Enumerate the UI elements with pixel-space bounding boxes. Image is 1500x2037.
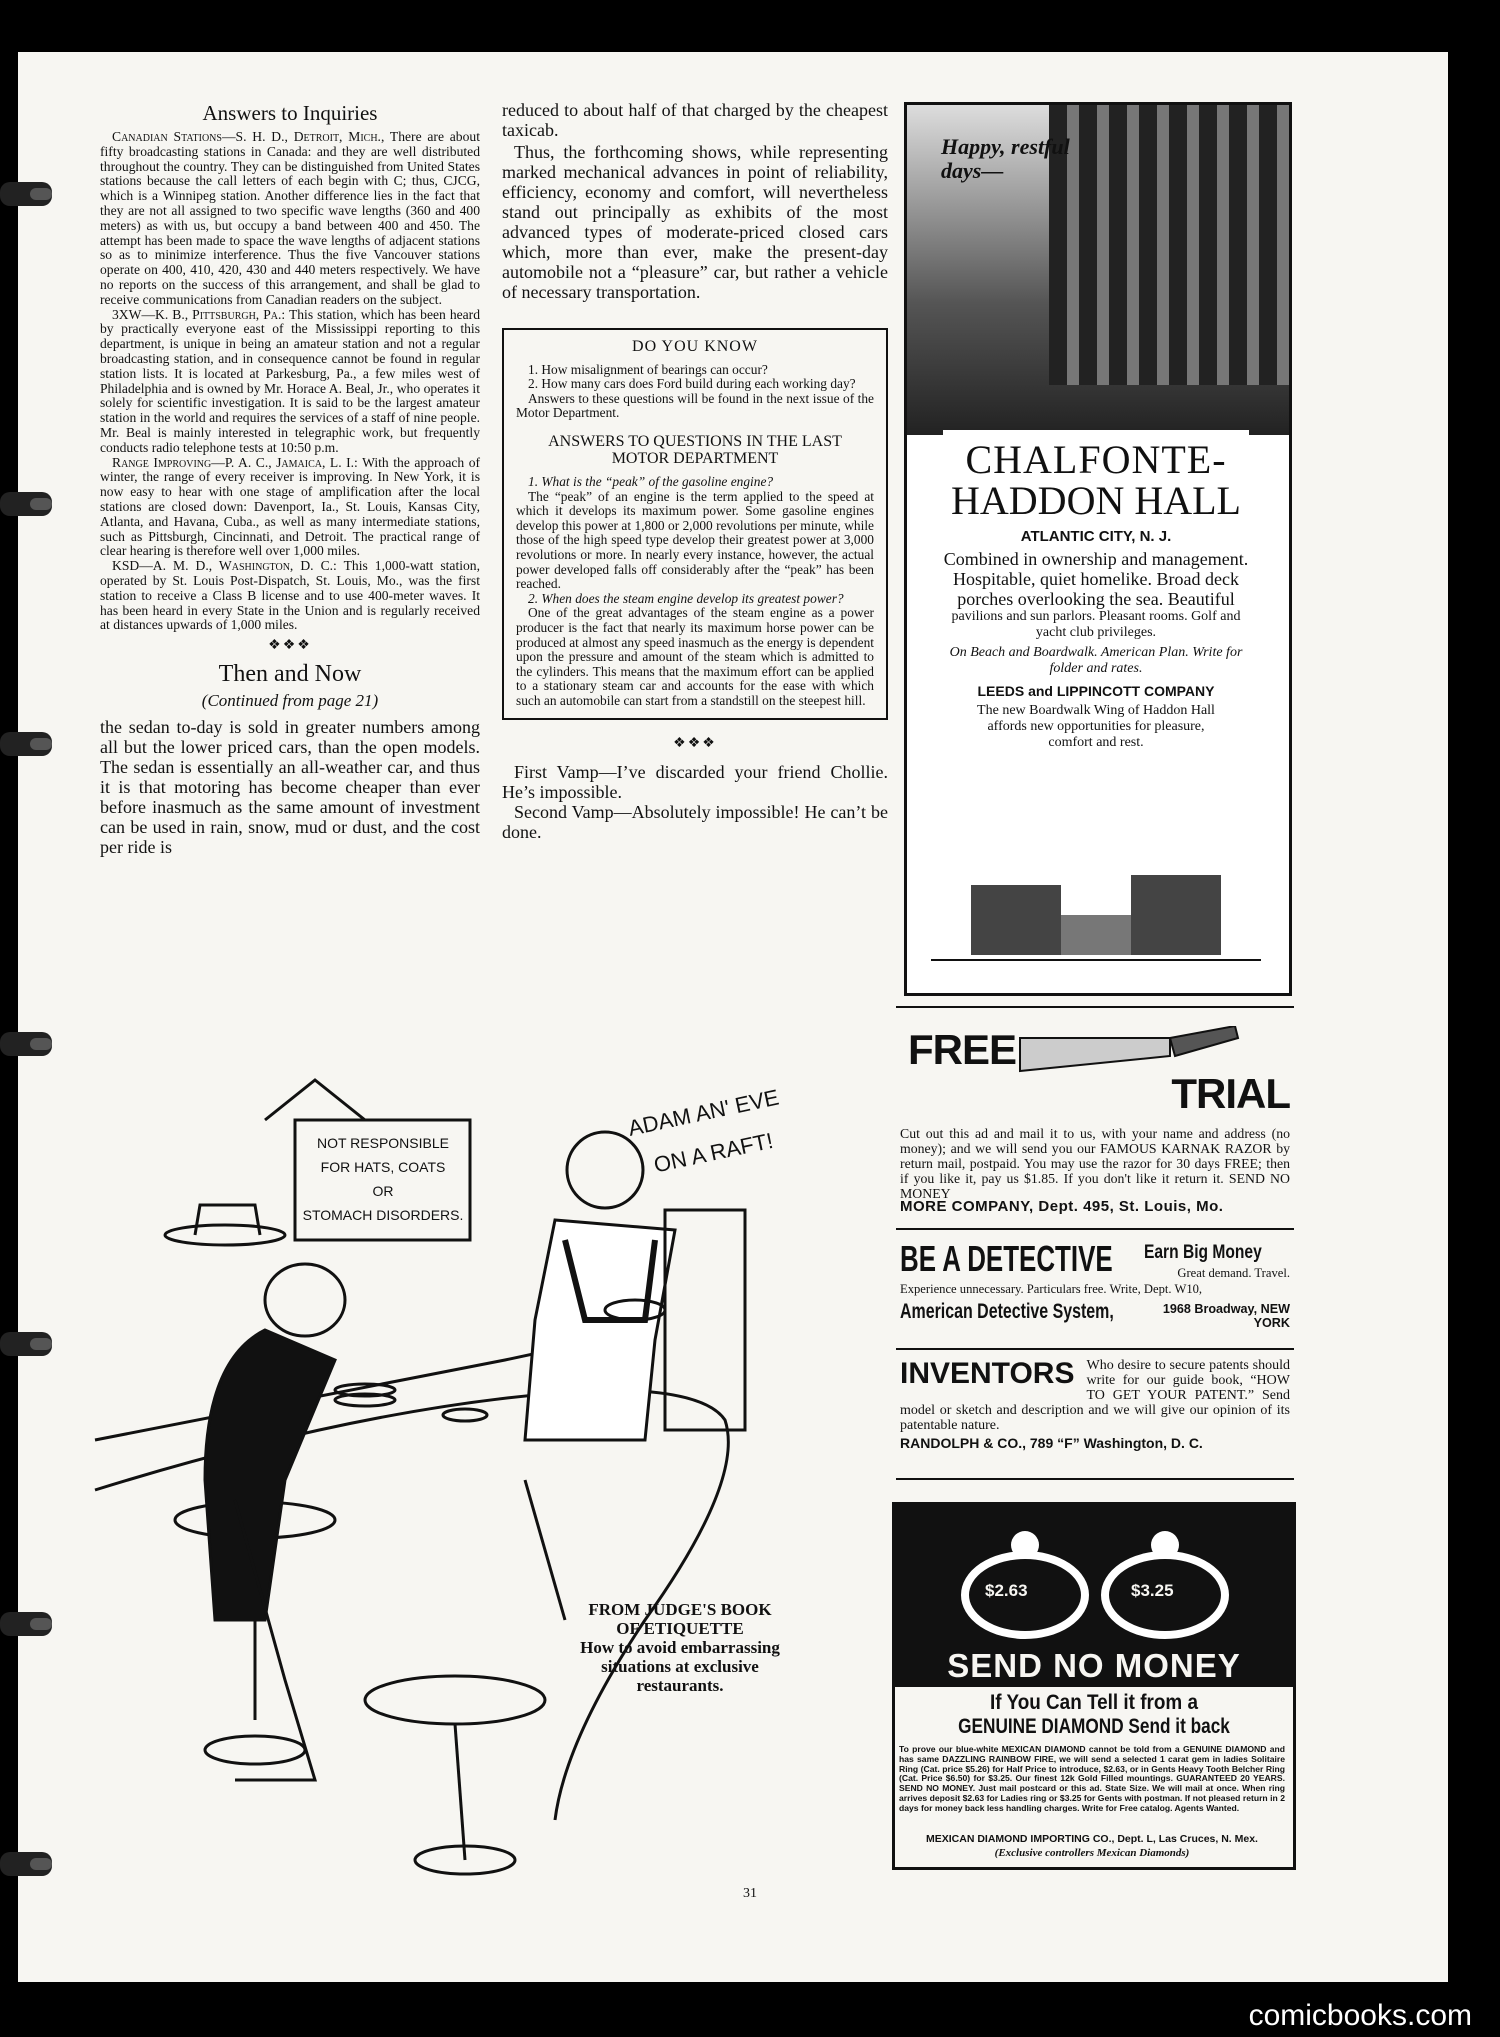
dyk-answer: One of the great advantages of the steam engine as a power producer is the fact that nearly its maximum horse power can be produced at almost any speed inasmuch as the energy is dependent upon the pressure and amount of the steam which is admitted to the cylinders. This means that the maximum effort can be applied to a stationary steam car and accounts for the ease with which such an automobile can start from a standstill on the steepest hill. (516, 605, 874, 708)
answers-title: Answers to Inquiries (202, 101, 378, 125)
answer-paragraph (100, 308, 480, 456)
hotel-illustration (931, 865, 1261, 975)
answer-text: With the approach of winter, the range of every receiver is improving. In New York, it is now easy to hear with one stage of amplification after the local stations are closed down: Davenport, Ia., St. Louis, Kansas City, Atlanta, and Havana, Cuba., as well as many intermediate stations, such as Pittsburgh, Cincinnati, and Detroit. The practical range of clear hearing is therefore well over 1,000 miles. (100, 454, 481, 559)
binding-ring (0, 492, 52, 516)
binding-ring (0, 1032, 52, 1056)
dyk-question: 2. How many cars does Ford build during each working day? (528, 376, 856, 392)
separator-ornament: ❖❖❖ (268, 638, 312, 654)
chalfonte-text (943, 430, 1249, 751)
shout-text: ADAM AN' EVE (625, 1084, 782, 1141)
razor-free: FREE (908, 1026, 1017, 1073)
rings-icon (955, 1515, 1235, 1645)
divider (896, 1228, 1294, 1230)
inventors-company: RANDOLPH & CO., 789 “F” Washington, D. C. (900, 1435, 1203, 1451)
detective-head: BE A DETECTIVE (900, 1238, 1113, 1279)
shout-text: ON A RAFT! (651, 1127, 776, 1178)
chalfonte-desc: Combined in ownership and management. Hospitable, quiet homelike. Broad deck porches overlooking the sea. Beautiful (943, 549, 1249, 609)
dyk-answer-question: 1. What is the “peak” of the gasoline engine? (528, 473, 774, 489)
then-now-text: the sedan to-day is sold in greater numbers among all but the lower priced cars, than the open models. The sedan is essentially an all-weather car, and thus it is that motoring has become cheaper than ever before inasmuch as the same amount of investment can be used in rain, snow, mud or dust, and the cost per ride is (100, 716, 480, 857)
sign-text-line: OR (372, 1183, 394, 1199)
karnak-razor-ad (900, 1020, 1290, 1225)
divider (896, 1006, 1294, 1008)
answer-lead: KSD—A. M. D., Washington, D. C.: (112, 558, 337, 574)
answer-paragraph (100, 130, 480, 308)
sign-text-line: STOMACH DISORDERS. (302, 1207, 464, 1223)
binding-ring (0, 1852, 52, 1876)
detective-earn: Earn Big Money (1144, 1242, 1262, 1263)
do-you-know-box (502, 328, 888, 720)
mexican-diamond-ad (892, 1502, 1296, 1870)
answer-text: This 1,000-watt station, operated by St. Louis Post-Dispatch, St. Louis, Mo., was the first station to receive a Class B license and to use 400-meter waves. It has been heard in every State in the Union and is regularly received at distances upwards of 1,000 miles. (100, 558, 480, 633)
page-number: 31 (743, 1886, 757, 1901)
dyk-answer: The “peak” of an engine is the term applied to the speed at which it develops its maximum power. Some gasoline engines develop this power at 1,800 or 2,000 revolutions per minute, while those of the high speed type develop their greatest power at 3,000 revolutions or more. In nearly every instance, however, the actual power developed falls off considerably after the “peak” has been reached. (516, 488, 874, 592)
divider (896, 1348, 1294, 1350)
dyk-answers-title: ANSWERS TO QUESTIONS IN THE LAST MOTOR DEPARTMENT (548, 432, 842, 467)
detective-ad (900, 1238, 1290, 1338)
detective-line1: Great demand. Travel. (1177, 1266, 1290, 1280)
cartoon-caption-title: FROM JUDGE'S BOOK OF ETIQUETTE (588, 1600, 772, 1638)
inventors-body: Who desire to secure patents should write for our guide book, “HOW TO GET YOUR PATENT.” Send model or sketch and description and we will give our opinion of its patentable nature. (900, 1358, 1290, 1433)
answer-text: This station, which has been heard by practically everyone east of the Mississippi reporting to this department, is unique in being an amateur station and not a regular broadcasting station, and in consequence cannot be found in regular station lists. It is located at Parkesburg, Pa., a few miles west of Philadelphia and is owned by Mr. Horace A. Beal, Jr., who operates it solely for scientific investigation. It is said to be the largest amateur station in the world and requires the services of a staff of nine people. Mr. Beal is mainly interested in telegraphic work, but frequently conducts radio telephone tests at 10:50 p.m. (100, 306, 481, 455)
chalfonte-company: LEEDS and LIPPINCOTT COMPANY (977, 683, 1215, 699)
chalfonte-wing: The new Boardwalk Wing of Haddon Hall affords new opportunities for pleasure, comfort and rest. (977, 703, 1215, 750)
sign-text-line: FOR HATS, COATS (320, 1159, 446, 1175)
chalfonte-tagline: Happy, restful days— (941, 134, 1070, 183)
cartoon-caption (580, 1600, 780, 1695)
dyk-answer-question: 2. When does the steam engine develop its greatest power? (528, 590, 844, 606)
middle-column (502, 100, 888, 842)
inventors-head: INVENTORS (900, 1357, 1075, 1390)
chalfonte-ad (904, 102, 1292, 996)
dyk-question: 1. How misalignment of bearings can occur? (528, 361, 768, 377)
detective-address: 1968 Broadway, NEW YORK (1162, 1302, 1290, 1330)
sign-text-line: NOT RESPONSIBLE (316, 1135, 450, 1151)
price-gents: $3.25 (1131, 1581, 1174, 1600)
separator-ornament: ❖❖❖ (673, 736, 717, 752)
binding-ring (0, 1332, 52, 1356)
price-ladies: $2.63 (985, 1581, 1028, 1600)
answer-paragraph (100, 559, 480, 633)
dyk-title: DO YOU KNOW (632, 338, 758, 355)
divider (896, 1478, 1294, 1480)
chalfonte-desc-small: pavilions and sun parlors. Pleasant rooms. Golf and yacht club privileges. (951, 609, 1241, 640)
detective-line2: Experience unnecessary. Particulars free. Write, Dept. W10, (900, 1282, 1203, 1296)
chalfonte-plan: On Beach and Boardwalk. American Plan. Write for folder and rates. (949, 645, 1243, 676)
chalfonte-name: CHALFONTE- (965, 437, 1227, 482)
then-now-paragraph: Thus, the forthcoming shows, while representing marked mechanical advances in point of reliability, efficiency, economy and comfort, will nevertheless stand out principally as exhibits of the most advanced types of moderate-priced closed cars which, more than ever, make the present-day automobile not a “pleasure” car, but rather a vehicle of necessary transportation. (502, 142, 888, 302)
razor-body: Cut out this ad and mail it to us, with your name and address (no money); and we will send you our FAMOUS KARNAK RAZOR by return mail, postpaid. You may use the razor for 30 days FREE; then if you like it, pay us $1.85. If you don't like it return it. SEND NO MONEY (900, 1126, 1290, 1201)
diamond-header (895, 1505, 1293, 1645)
inventors-ad (900, 1358, 1290, 1468)
dyk-note: Answers to these questions will be found in the next issue of the Motor Department. (516, 390, 874, 421)
stool (365, 1676, 545, 1724)
then-now-continuation: reduced to about half of that charged by the cheapest taxicab. (502, 100, 888, 140)
binding-ring (0, 182, 52, 206)
joke-line: Second Vamp—Absolutely impossible! He can’t be done. (502, 802, 888, 843)
boardwalk-image (907, 105, 1289, 435)
answer-lead: Range Improving—P. A. C., Jamaica, L. I.: (112, 454, 358, 470)
answers-column (100, 100, 480, 857)
binding-ring (0, 732, 52, 756)
send-no-money-banner: SEND NO MONEY (895, 1645, 1293, 1687)
diamond-sub: (Exclusive controllers Mexican Diamonds) (994, 1847, 1190, 1859)
answer-lead: Canadian Stations—S. H. D., Detroit, Mich., (112, 129, 385, 144)
brand-watermark: comicbooks.com (1248, 1999, 1472, 2032)
razor-company: MORE COMPANY, Dept. 495, St. Louis, Mo. (900, 1198, 1224, 1215)
chalfonte-city: ATLANTIC CITY, N. J. (1020, 528, 1172, 545)
binding-ring (0, 1612, 52, 1636)
answer-text: There are about fifty broadcasting stations in Canada: and they are well distributed throughout the country. They can be distinguished from United States stations because the call letters of each begin with C; thus, CJCG, which is a Winnipeg station. Another difference lies in the fact that they are not all assigned to two specific wave lengths (360 and 400 meters) as with us, but occupy a band between 400 and 450. The attempt has been made to space the wave lengths of adjacent stations so as to minimize interference. Thus the five Vancouver stations operate on 400, 410, 420, 430 and 440 meters respectively. We have no reports on the success of this arrangement, and shall be glad to receive communications from Canadian readers on the subject. (100, 129, 480, 307)
diamond-line1: If You Can Tell it from a (990, 1691, 1198, 1714)
answer-paragraph (100, 456, 480, 560)
cartoon-illustration (85, 1060, 885, 1880)
detective-company: American Detective System, (900, 1300, 1114, 1323)
razor-trial: TRIAL (1171, 1070, 1290, 1117)
diamond-line2: GENUINE DIAMOND Send it back (958, 1715, 1230, 1738)
cartoon-caption-body: How to avoid embarrassing situations at exclusive restaurants. (580, 1638, 780, 1695)
then-now-title: Then and Now (218, 660, 362, 687)
answer-lead: 3XW—K. B., Pittsburgh, Pa.: (112, 306, 286, 322)
joke-line: First Vamp—I’ve discarded your friend Chollie. He’s impossible. (502, 762, 888, 803)
diamond-body: To prove our blue-white MEXICAN DIAMOND cannot be told from a GENUINE DIAMOND and has same DAZZLING RAINBOW FIRE, we will send a selected 1 carat gem in ladies Solitaire Ring (Cat. price $5.26) for Half Price to introduce, $2.63, or in Gents Heavy Tooth Belcher Ring (Cat. Price $6.50) for $3.25. Our finest 12k Gold Filled mountings. GUARANTEED 20 YEARS. SEND NO MONEY. Just mail postcard or this ad. State Size. We will mail at once. When ring arrives deposit $2.63 for Ladies ring or $3.25 for Gents with postman. If not pleased return in 2 days for money back less handling charges. Write for Free catalog. Agents Wanted. (899, 1744, 1285, 1813)
spiral-binding (0, 52, 46, 1982)
continued-note: (Continued from page 21) (201, 690, 379, 710)
diamond-company: MEXICAN DIAMOND IMPORTING CO., Dept. L, Las Cruces, N. Mex. (926, 1833, 1258, 1845)
chalfonte-name: HADDON HALL (951, 478, 1241, 523)
